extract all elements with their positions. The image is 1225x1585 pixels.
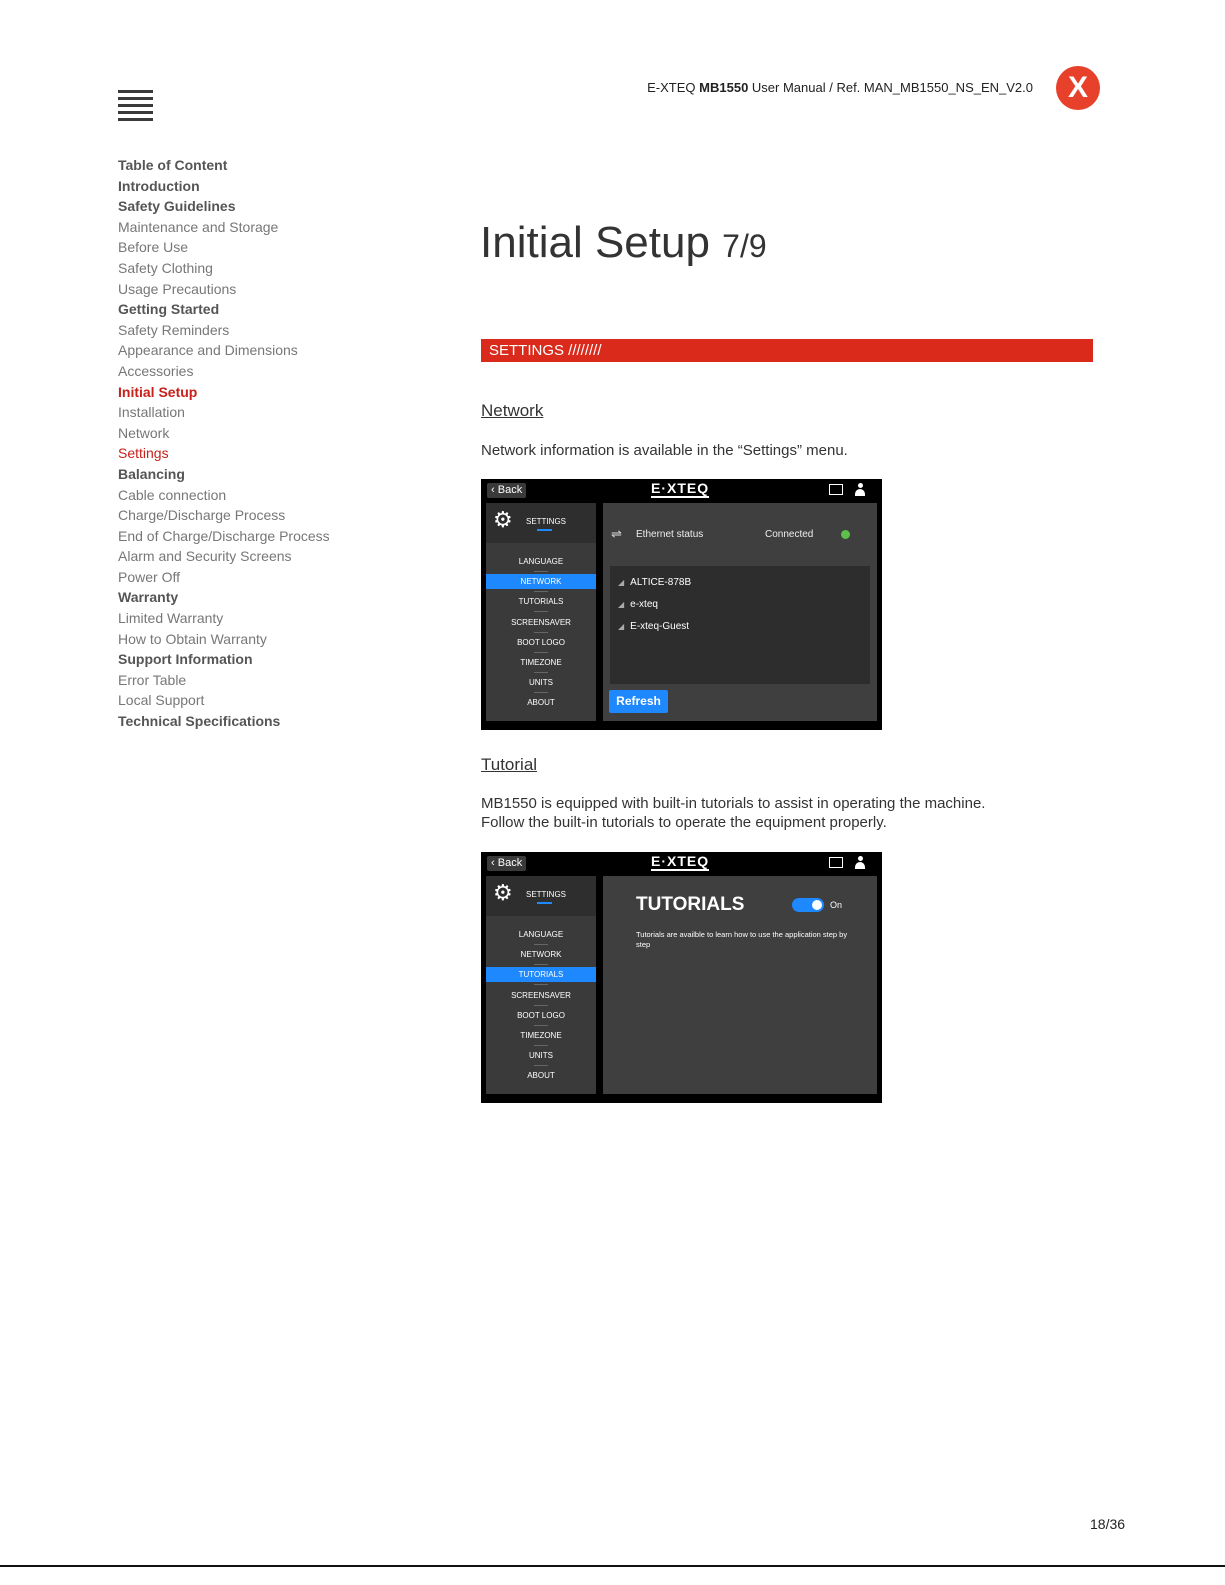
header-brand: E-XTEQ	[647, 80, 696, 95]
monitor-icon[interactable]	[829, 857, 843, 868]
page-number: 18/36	[1090, 1516, 1126, 1532]
toc-item-link[interactable]: Safety Reminders	[118, 321, 230, 338]
tutorial-line-1: MB1550 is equipped with built-in tutorials to assist in operating the machine.	[481, 795, 986, 812]
user-icon[interactable]	[855, 483, 865, 496]
ethernet-label: Ethernet status	[636, 529, 704, 540]
menu-separator	[534, 1045, 548, 1046]
toc-item-link[interactable]: Network	[118, 424, 170, 441]
menu-separator	[534, 1025, 548, 1026]
menu-item-tutorials[interactable]: TUTORIALS	[486, 967, 596, 982]
page-title-text: Initial Setup	[480, 218, 710, 267]
tutorial-paragraph	[481, 794, 985, 832]
menu-separator	[534, 964, 548, 965]
refresh-button[interactable]: Refresh	[609, 690, 668, 713]
toc-item-link[interactable]: Installation	[118, 404, 185, 421]
wifi-network-name: e-xteq	[630, 599, 658, 610]
header-reference: User Manual / Ref. MAN_MB1550_NS_EN_V2.0	[751, 80, 1033, 95]
toc-section-link[interactable]: Technical Specifications	[118, 713, 281, 730]
menu-item-units[interactable]: UNITS	[529, 678, 553, 688]
settings-menu-header	[486, 876, 596, 916]
toc-item-link[interactable]: Usage Precautions	[118, 280, 237, 297]
status-dot-icon	[841, 530, 850, 539]
page-title-counter: 7/9	[722, 228, 767, 264]
wifi-network-name: E-xteq-Guest	[630, 621, 690, 632]
device-brand-logo: E·XTEQ	[651, 853, 710, 869]
menu-icon[interactable]	[118, 90, 153, 116]
menu-separator	[534, 571, 548, 572]
toc-item-link[interactable]: Settings	[118, 445, 169, 462]
settings-menu-header	[486, 503, 596, 543]
toc-section-link[interactable]: Initial Setup	[118, 383, 198, 400]
menu-item-screensaver[interactable]: SCREENSAVER	[511, 617, 571, 627]
menu-item-timezone[interactable]: TIMEZONE	[520, 658, 562, 667]
settings-title-underline	[537, 902, 552, 904]
wifi-icon: ◢	[618, 578, 625, 587]
network-heading: Network	[481, 401, 544, 420]
toc-item-link[interactable]: Safety Clothing	[118, 259, 213, 276]
toc-item-link[interactable]: Local Support	[118, 692, 205, 709]
network-panel	[603, 503, 877, 721]
back-button[interactable]: ‹ Back	[487, 483, 526, 498]
gear-icon: ⚙	[493, 880, 513, 905]
menu-item-about[interactable]: ABOUT	[527, 1071, 555, 1081]
toc-item-link[interactable]: End of Charge/Discharge Process	[118, 527, 330, 544]
menu-separator	[534, 672, 548, 673]
toc-section-link[interactable]: Warranty	[118, 589, 179, 606]
wifi-network-name: ALTICE-878B	[630, 577, 692, 588]
settings-title-underline	[537, 529, 552, 531]
tutorials-toggle[interactable]	[792, 898, 824, 912]
toc-section-link[interactable]: Table of Content	[118, 157, 228, 173]
footer-rule	[0, 1565, 1225, 1567]
network-paragraph: Network information is available in the “Settings” menu.	[481, 442, 848, 459]
ethernet-icon: ⇌	[611, 526, 622, 541]
toc-item-link[interactable]: Appearance and Dimensions	[118, 342, 298, 359]
toc-item-link[interactable]: Limited Warranty	[118, 610, 224, 627]
wifi-icon: ◢	[618, 600, 625, 609]
document-header	[647, 80, 1033, 95]
menu-item-language[interactable]: LANGUAGE	[518, 557, 564, 566]
settings-menu	[486, 503, 596, 721]
wifi-icon: ◢	[618, 622, 625, 631]
menu-item-units[interactable]: UNITS	[529, 1051, 553, 1061]
menu-separator	[534, 591, 548, 592]
toc-section-link[interactable]: Balancing	[118, 465, 185, 482]
menu-item-timezone[interactable]: TIMEZONE	[520, 1031, 562, 1040]
menu-item-boot-logo[interactable]: BOOT LOGO	[517, 1010, 565, 1020]
toc-item-link[interactable]: Error Table	[118, 671, 187, 688]
toc-section-link[interactable]: Getting Started	[118, 301, 220, 318]
toc-item-link[interactable]: Cable connection	[118, 486, 227, 503]
toc-item-link[interactable]: Maintenance and Storage	[118, 218, 279, 235]
device-topbar	[481, 479, 882, 501]
tutorials-screenshot	[481, 852, 882, 1103]
device-brand-logo: E·XTEQ	[651, 480, 710, 496]
toc-item-link[interactable]: Charge/Discharge Process	[118, 507, 286, 524]
menu-separator	[534, 984, 548, 985]
menu-separator	[534, 944, 548, 945]
page-title	[480, 218, 767, 268]
wifi-network-item[interactable]	[618, 577, 691, 588]
menu-item-boot-logo[interactable]: BOOT LOGO	[517, 637, 565, 647]
user-icon[interactable]	[855, 856, 865, 869]
tutorials-panel	[603, 876, 877, 1094]
settings-title: SETTINGS	[526, 517, 567, 526]
menu-item-screensaver[interactable]: SCREENSAVER	[511, 990, 571, 1000]
ethernet-status: Connected	[765, 529, 814, 540]
back-button[interactable]: ‹ Back	[487, 856, 526, 871]
wifi-network-item[interactable]	[618, 599, 658, 610]
wifi-network-item[interactable]	[618, 621, 689, 632]
toc-item-link[interactable]: Alarm and Security Screens	[118, 548, 292, 565]
tutorials-description: Tutorials are availble to learn how to use the application step by step	[636, 930, 848, 949]
toc-item-link[interactable]: How to Obtain Warranty	[118, 630, 267, 647]
settings-menu	[486, 876, 596, 1094]
tutorials-title: TUTORIALS	[636, 894, 745, 915]
menu-item-network[interactable]: NETWORK	[486, 574, 596, 589]
toc-item-link[interactable]: Power Off	[118, 568, 180, 585]
tutorial-heading: Tutorial	[481, 755, 538, 774]
menu-separator	[534, 632, 548, 633]
section-bar: SETTINGS ////////	[481, 339, 1093, 362]
menu-separator	[534, 1005, 548, 1006]
menu-item-about[interactable]: ABOUT	[527, 698, 555, 708]
header-model: MB1550	[699, 80, 749, 95]
tutorial-line-2: Follow the built-in tutorials to operate the equipment properly.	[481, 814, 887, 831]
menu-separator	[534, 692, 548, 693]
monitor-icon[interactable]	[829, 484, 843, 495]
menu-item-language[interactable]: LANGUAGE	[518, 930, 564, 939]
menu-separator	[534, 652, 548, 653]
toc-section-link[interactable]: Support Information	[118, 651, 253, 668]
table-of-contents	[118, 155, 448, 732]
menu-item-tutorials[interactable]: TUTORIALS	[518, 597, 564, 607]
menu-item-network[interactable]: NETWORK	[520, 950, 562, 960]
toc-section-link[interactable]: Safety Guidelines	[118, 198, 236, 215]
settings-title: SETTINGS	[526, 890, 567, 899]
toc-item-link[interactable]: Accessories	[118, 362, 194, 379]
toc-section-link[interactable]: Introduction	[118, 177, 200, 194]
toc-item-link[interactable]: Before Use	[118, 239, 189, 256]
wifi-network-list	[610, 566, 870, 684]
toggle-knob	[812, 900, 822, 910]
device-topbar	[481, 852, 882, 874]
menu-separator	[534, 611, 548, 612]
brand-logo-icon: X	[1056, 66, 1100, 110]
network-screenshot	[481, 479, 882, 730]
toggle-label: On	[830, 900, 843, 910]
gear-icon: ⚙	[493, 507, 513, 532]
menu-separator	[534, 1065, 548, 1066]
